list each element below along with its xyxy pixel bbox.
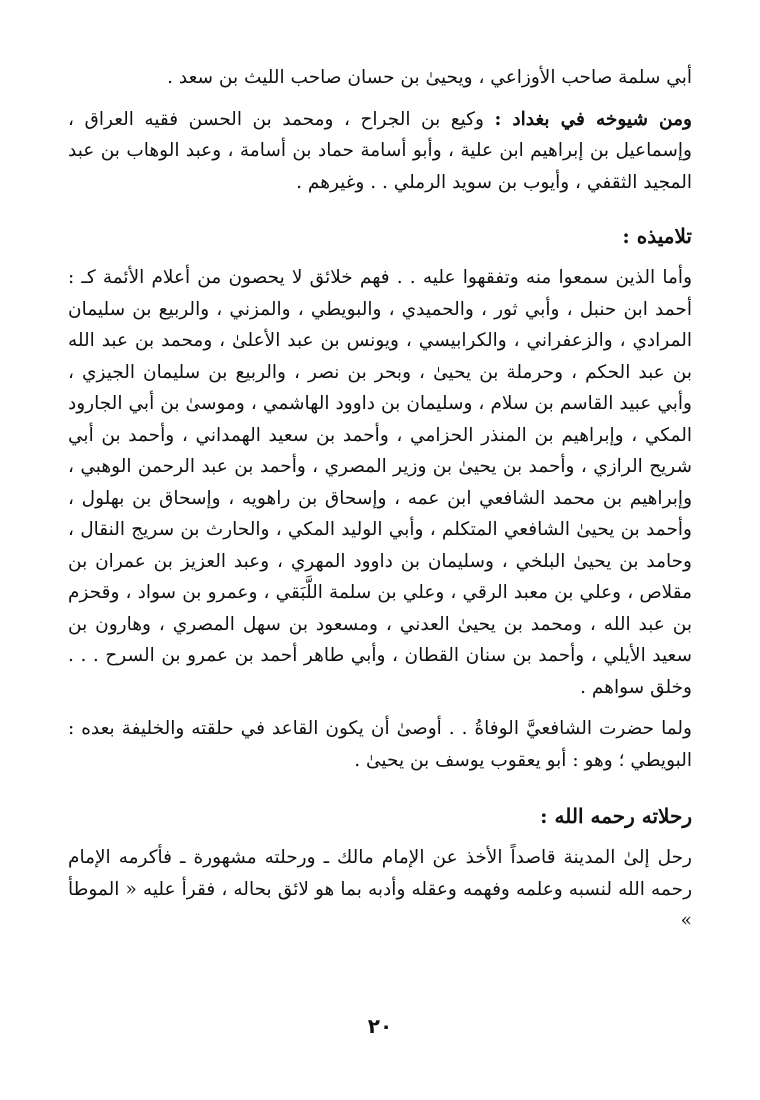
baghdad-teachers-lead: ومن شيوخه في بغداد :: [494, 108, 692, 130]
students-heading: تلاميذه :: [622, 224, 692, 248]
travels-paragraph: رحل إلىٰ المدينة قاصداً الأخذ عن الإمام مالك ـ ورحلته مشهورة ـ فأكرمه الإمام رحمه الله لنسبه وعلمه وفهمه وعقله وأدبه بما هو لائق بحاله ، فقرأ عليه « الموطأ »: [68, 847, 692, 931]
students-paragraph: وأما الذين سمعوا منه وتفقهوا عليه . . فهم خلائق لا يحصون من أعلام الأئمة كـ : أحمد ابن حنبل ، وأبي ثور ، والحميدي ، والبويطي ، والمزني ، والربيع بن سليمان المرادي ، والزعفراني ، والكرابيسي ، ويونس بن عبد الأعلىٰ ، ومحمد بن عبد الله بن عبد الحكم ، وحرملة بن يحيىٰ ، وبحر بن نصر ، والربيع بن سليمان الجيزي ، وأبي عبيد القاسم بن سلام ، وسليمان بن داوود الهاشمي ، وموسىٰ بن أبي الجارود المكي ، وإبراهيم بن المنذر الحزامي ، وأحمد بن سعيد الهمداني ، وأحمد بن أبي شريح الرازي ، وأحمد بن يحيىٰ بن وزير المصري ، وأحمد بن عبد الرحمن الوهبي ، وإبراهيم بن محمد الشافعي ابن عمه ، وإسحاق بن راهويه ، وإسحاق بن بهلول ، وأحمد بن يحيىٰ الشافعي المتكلم ، وأبي الوليد المكي ، والحارث بن سريج النقال ، وحامد بن يحيىٰ البلخي ، وسليمان بن داوود المهري ، وعبد العزيز بن عمران بن مقلاص ، وعلي بن معبد الرقي ، وعلي بن سلمة اللَّبَقي ، وعمرو بن سواد ، وقحزم بن عبد الله ، ومحمد بن يحيىٰ العدني ، ومسعود بن سهل المصري ، وهارون بن سعيد الأيلي ، وأحمد بن سنان القطان ، وأبي طاهر أحمد بن عمرو بن السرح . . . وخلق سواهم .: [68, 267, 692, 698]
teachers-continued-paragraph: أبي سلمة صاحب الأوزاعي ، ويحيىٰ بن حسان صاحب الليث بن سعد .: [167, 67, 692, 88]
page-number: ٢٠: [367, 1014, 393, 1038]
baghdad-teachers-body: وكيع بن الجراح ، ومحمد بن الحسن فقيه العراق ، وإسماعيل بن إبراهيم ابن علية ، وأبو أسامة حماد بن أسامة ، وعبد الوهاب بن عبد المجيد الثقفي ، وأيوب بن سويد الرملي . . وغيرهم .: [68, 108, 692, 193]
travels-heading: رحلاته رحمه الله :: [540, 804, 692, 828]
baghdad-teachers-paragraph: [68, 104, 692, 199]
successor-paragraph: ولما حضرت الشافعيَّ الوفاةُ . . أوصىٰ أن يكون القاعد في حلقته والخليفة بعده : البويطي ؛ وهو : أبو يعقوب يوسف بن يحيىٰ .: [68, 718, 692, 771]
